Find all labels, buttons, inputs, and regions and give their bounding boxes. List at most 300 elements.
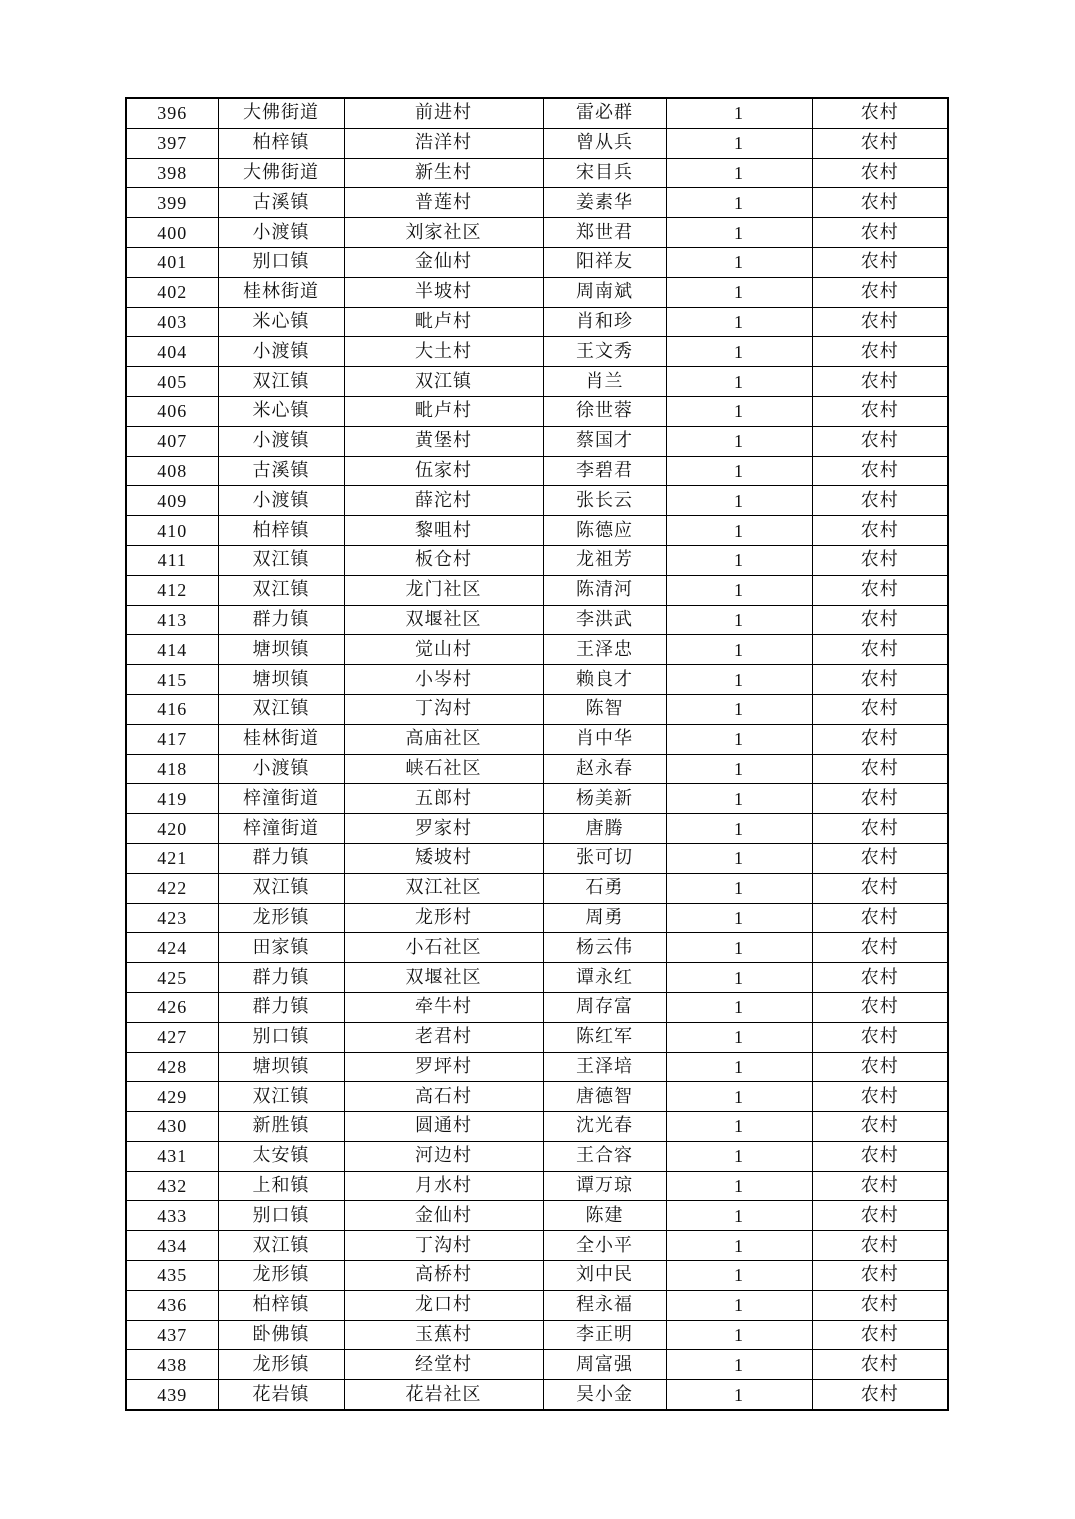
cell-person-name: 肖兰	[543, 367, 666, 397]
table-row	[126, 1052, 948, 1082]
roster-body	[126, 98, 948, 1410]
cell-category: 农村	[812, 396, 948, 426]
cell-row-number: 433	[126, 1201, 218, 1231]
cell-village: 峡石社区	[344, 754, 543, 784]
cell-category: 农村	[812, 873, 948, 903]
cell-town: 柏梓镇	[218, 516, 344, 546]
cell-count: 1	[666, 843, 812, 873]
table-row	[126, 665, 948, 695]
cell-person-name: 全小平	[543, 1231, 666, 1261]
table-row	[126, 694, 948, 724]
cell-row-number: 414	[126, 635, 218, 665]
cell-village: 毗卢村	[344, 396, 543, 426]
cell-town: 双江镇	[218, 873, 344, 903]
cell-person-name: 赵永春	[543, 754, 666, 784]
cell-count: 1	[666, 516, 812, 546]
cell-town: 双江镇	[218, 367, 344, 397]
cell-town: 卧佛镇	[218, 1320, 344, 1350]
cell-count: 1	[666, 605, 812, 635]
cell-row-number: 402	[126, 277, 218, 307]
cell-person-name: 周富强	[543, 1350, 666, 1380]
cell-category: 农村	[812, 1380, 948, 1410]
cell-category: 农村	[812, 575, 948, 605]
cell-row-number: 405	[126, 367, 218, 397]
table-row	[126, 98, 948, 128]
cell-town: 群力镇	[218, 992, 344, 1022]
cell-town: 田家镇	[218, 933, 344, 963]
cell-person-name: 石勇	[543, 873, 666, 903]
cell-row-number: 412	[126, 575, 218, 605]
cell-person-name: 蔡国才	[543, 426, 666, 456]
cell-count: 1	[666, 575, 812, 605]
cell-town: 小渡镇	[218, 218, 344, 248]
cell-village: 月水村	[344, 1171, 543, 1201]
cell-town: 花岩镇	[218, 1380, 344, 1410]
table-row	[126, 486, 948, 516]
table-row	[126, 1350, 948, 1380]
cell-town: 小渡镇	[218, 337, 344, 367]
cell-category: 农村	[812, 694, 948, 724]
cell-village: 毗卢村	[344, 307, 543, 337]
cell-count: 1	[666, 1231, 812, 1261]
cell-town: 龙形镇	[218, 903, 344, 933]
cell-person-name: 陈红军	[543, 1022, 666, 1052]
cell-town: 大佛街道	[218, 158, 344, 188]
cell-category: 农村	[812, 1141, 948, 1171]
cell-count: 1	[666, 396, 812, 426]
table-row	[126, 724, 948, 754]
cell-village: 罗坪村	[344, 1052, 543, 1082]
table-row	[126, 903, 948, 933]
cell-village: 高桥村	[344, 1261, 543, 1291]
cell-town: 双江镇	[218, 575, 344, 605]
cell-category: 农村	[812, 992, 948, 1022]
cell-count: 1	[666, 1350, 812, 1380]
cell-person-name: 龙祖芳	[543, 545, 666, 575]
cell-town: 龙形镇	[218, 1261, 344, 1291]
cell-count: 1	[666, 724, 812, 754]
cell-person-name: 阳祥友	[543, 247, 666, 277]
cell-person-name: 周南斌	[543, 277, 666, 307]
cell-person-name: 王文秀	[543, 337, 666, 367]
cell-town: 塘坝镇	[218, 665, 344, 695]
cell-person-name: 王合容	[543, 1141, 666, 1171]
cell-count: 1	[666, 873, 812, 903]
cell-category: 农村	[812, 605, 948, 635]
cell-category: 农村	[812, 1231, 948, 1261]
cell-town: 柏梓镇	[218, 128, 344, 158]
cell-person-name: 周存富	[543, 992, 666, 1022]
cell-category: 农村	[812, 1201, 948, 1231]
cell-person-name: 谭万琼	[543, 1171, 666, 1201]
cell-person-name: 徐世蓉	[543, 396, 666, 426]
cell-town: 群力镇	[218, 605, 344, 635]
cell-category: 农村	[812, 307, 948, 337]
cell-category: 农村	[812, 188, 948, 218]
cell-row-number: 416	[126, 694, 218, 724]
cell-person-name: 肖中华	[543, 724, 666, 754]
cell-town: 桂林街道	[218, 277, 344, 307]
cell-person-name: 雷必群	[543, 98, 666, 128]
cell-row-number: 422	[126, 873, 218, 903]
table-row	[126, 933, 948, 963]
cell-person-name: 唐德智	[543, 1082, 666, 1112]
cell-row-number: 404	[126, 337, 218, 367]
cell-category: 农村	[812, 724, 948, 754]
cell-town: 上和镇	[218, 1171, 344, 1201]
cell-village: 罗家村	[344, 814, 543, 844]
cell-village: 高庙社区	[344, 724, 543, 754]
cell-person-name: 陈清河	[543, 575, 666, 605]
cell-village: 黎咀村	[344, 516, 543, 546]
cell-category: 农村	[812, 337, 948, 367]
cell-category: 农村	[812, 1261, 948, 1291]
cell-person-name: 赖良才	[543, 665, 666, 695]
cell-person-name: 陈智	[543, 694, 666, 724]
cell-category: 农村	[812, 456, 948, 486]
cell-category: 农村	[812, 784, 948, 814]
cell-person-name: 王泽培	[543, 1052, 666, 1082]
cell-row-number: 435	[126, 1261, 218, 1291]
cell-count: 1	[666, 128, 812, 158]
table-row	[126, 635, 948, 665]
cell-village: 双江镇	[344, 367, 543, 397]
table-row	[126, 396, 948, 426]
cell-row-number: 417	[126, 724, 218, 754]
cell-row-number: 418	[126, 754, 218, 784]
cell-row-number: 423	[126, 903, 218, 933]
cell-category: 农村	[812, 1022, 948, 1052]
cell-row-number: 397	[126, 128, 218, 158]
cell-count: 1	[666, 992, 812, 1022]
table-row	[126, 1022, 948, 1052]
table-row	[126, 128, 948, 158]
cell-category: 农村	[812, 545, 948, 575]
cell-count: 1	[666, 1261, 812, 1291]
cell-person-name: 程永福	[543, 1290, 666, 1320]
table-row	[126, 992, 948, 1022]
cell-category: 农村	[812, 516, 948, 546]
cell-village: 半坡村	[344, 277, 543, 307]
table-row	[126, 1141, 948, 1171]
cell-category: 农村	[812, 843, 948, 873]
cell-category: 农村	[812, 426, 948, 456]
cell-count: 1	[666, 754, 812, 784]
cell-count: 1	[666, 1171, 812, 1201]
cell-town: 桂林街道	[218, 724, 344, 754]
cell-row-number: 400	[126, 218, 218, 248]
table-row	[126, 516, 948, 546]
cell-town: 塘坝镇	[218, 1052, 344, 1082]
cell-town: 群力镇	[218, 843, 344, 873]
cell-category: 农村	[812, 1112, 948, 1142]
cell-category: 农村	[812, 218, 948, 248]
cell-count: 1	[666, 1290, 812, 1320]
cell-row-number: 407	[126, 426, 218, 456]
cell-category: 农村	[812, 486, 948, 516]
cell-town: 大佛街道	[218, 98, 344, 128]
cell-row-number: 434	[126, 1231, 218, 1261]
table-row	[126, 814, 948, 844]
cell-row-number: 410	[126, 516, 218, 546]
cell-village: 新生村	[344, 158, 543, 188]
cell-row-number: 411	[126, 545, 218, 575]
table-row	[126, 456, 948, 486]
cell-village: 黄堡村	[344, 426, 543, 456]
cell-count: 1	[666, 1141, 812, 1171]
cell-person-name: 郑世君	[543, 218, 666, 248]
cell-row-number: 426	[126, 992, 218, 1022]
table-row	[126, 784, 948, 814]
cell-village: 圆通村	[344, 1112, 543, 1142]
cell-row-number: 420	[126, 814, 218, 844]
cell-town: 古溪镇	[218, 188, 344, 218]
cell-village: 刘家社区	[344, 218, 543, 248]
cell-town: 柏梓镇	[218, 1290, 344, 1320]
cell-category: 农村	[812, 754, 948, 784]
cell-row-number: 399	[126, 188, 218, 218]
cell-town: 别口镇	[218, 1201, 344, 1231]
cell-town: 小渡镇	[218, 486, 344, 516]
cell-count: 1	[666, 337, 812, 367]
cell-town: 新胜镇	[218, 1112, 344, 1142]
table-row	[126, 218, 948, 248]
table-row	[126, 426, 948, 456]
cell-category: 农村	[812, 277, 948, 307]
cell-village: 金仙村	[344, 1201, 543, 1231]
cell-count: 1	[666, 545, 812, 575]
cell-village: 丁沟村	[344, 694, 543, 724]
cell-person-name: 宋目兵	[543, 158, 666, 188]
cell-town: 双江镇	[218, 545, 344, 575]
cell-village: 觉山村	[344, 635, 543, 665]
cell-town: 梓潼街道	[218, 814, 344, 844]
cell-count: 1	[666, 456, 812, 486]
cell-row-number: 439	[126, 1380, 218, 1410]
cell-row-number: 415	[126, 665, 218, 695]
cell-village: 老君村	[344, 1022, 543, 1052]
cell-category: 农村	[812, 98, 948, 128]
cell-row-number: 431	[126, 1141, 218, 1171]
table-row	[126, 963, 948, 993]
cell-person-name: 杨云伟	[543, 933, 666, 963]
table-row	[126, 1380, 948, 1410]
cell-village: 大土村	[344, 337, 543, 367]
cell-town: 米心镇	[218, 307, 344, 337]
cell-village: 矮坡村	[344, 843, 543, 873]
table-row	[126, 1112, 948, 1142]
cell-row-number: 428	[126, 1052, 218, 1082]
table-row	[126, 1082, 948, 1112]
cell-row-number: 396	[126, 98, 218, 128]
cell-row-number: 403	[126, 307, 218, 337]
cell-count: 1	[666, 1320, 812, 1350]
cell-category: 农村	[812, 158, 948, 188]
cell-count: 1	[666, 933, 812, 963]
cell-person-name: 王泽忠	[543, 635, 666, 665]
table-row	[126, 277, 948, 307]
table-row	[126, 1171, 948, 1201]
cell-village: 双堰社区	[344, 605, 543, 635]
cell-count: 1	[666, 426, 812, 456]
cell-category: 农村	[812, 1171, 948, 1201]
cell-count: 1	[666, 665, 812, 695]
table-row	[126, 188, 948, 218]
cell-row-number: 406	[126, 396, 218, 426]
cell-category: 农村	[812, 933, 948, 963]
cell-village: 龙门社区	[344, 575, 543, 605]
cell-town: 米心镇	[218, 396, 344, 426]
table-row	[126, 1201, 948, 1231]
cell-town: 双江镇	[218, 1082, 344, 1112]
cell-village: 薛沱村	[344, 486, 543, 516]
cell-town: 双江镇	[218, 694, 344, 724]
cell-person-name: 曾从兵	[543, 128, 666, 158]
cell-count: 1	[666, 814, 812, 844]
table-row	[126, 337, 948, 367]
cell-town: 塘坝镇	[218, 635, 344, 665]
cell-category: 农村	[812, 963, 948, 993]
table-row	[126, 247, 948, 277]
cell-category: 农村	[812, 1082, 948, 1112]
cell-village: 河边村	[344, 1141, 543, 1171]
cell-row-number: 438	[126, 1350, 218, 1380]
cell-count: 1	[666, 1022, 812, 1052]
cell-person-name: 陈建	[543, 1201, 666, 1231]
table-row	[126, 1261, 948, 1291]
cell-village: 金仙村	[344, 247, 543, 277]
cell-person-name: 沈光春	[543, 1112, 666, 1142]
cell-row-number: 429	[126, 1082, 218, 1112]
cell-town: 小渡镇	[218, 426, 344, 456]
cell-village: 五郎村	[344, 784, 543, 814]
cell-village: 双江社区	[344, 873, 543, 903]
cell-village: 普莲村	[344, 188, 543, 218]
cell-village: 小岑村	[344, 665, 543, 695]
cell-category: 农村	[812, 1320, 948, 1350]
cell-village: 浩洋村	[344, 128, 543, 158]
cell-row-number: 398	[126, 158, 218, 188]
cell-person-name: 李洪武	[543, 605, 666, 635]
cell-count: 1	[666, 1052, 812, 1082]
cell-person-name: 李碧君	[543, 456, 666, 486]
cell-row-number: 419	[126, 784, 218, 814]
cell-person-name: 陈德应	[543, 516, 666, 546]
cell-category: 农村	[812, 128, 948, 158]
cell-town: 群力镇	[218, 963, 344, 993]
cell-person-name: 李正明	[543, 1320, 666, 1350]
table-row	[126, 1320, 948, 1350]
cell-row-number: 436	[126, 1290, 218, 1320]
table-row	[126, 1231, 948, 1261]
cell-person-name: 姜素华	[543, 188, 666, 218]
cell-category: 农村	[812, 247, 948, 277]
cell-category: 农村	[812, 1290, 948, 1320]
cell-count: 1	[666, 1201, 812, 1231]
cell-person-name: 杨美新	[543, 784, 666, 814]
cell-village: 花岩社区	[344, 1380, 543, 1410]
cell-row-number: 409	[126, 486, 218, 516]
table-row	[126, 367, 948, 397]
cell-row-number: 424	[126, 933, 218, 963]
table-row	[126, 1290, 948, 1320]
cell-count: 1	[666, 784, 812, 814]
cell-count: 1	[666, 307, 812, 337]
cell-person-name: 张长云	[543, 486, 666, 516]
cell-town: 双江镇	[218, 1231, 344, 1261]
roster-table	[125, 97, 949, 1411]
cell-village: 小石社区	[344, 933, 543, 963]
cell-row-number: 432	[126, 1171, 218, 1201]
cell-town: 龙形镇	[218, 1350, 344, 1380]
cell-category: 农村	[812, 1350, 948, 1380]
cell-row-number: 421	[126, 843, 218, 873]
cell-count: 1	[666, 247, 812, 277]
cell-person-name: 肖和珍	[543, 307, 666, 337]
cell-category: 农村	[812, 1052, 948, 1082]
cell-village: 玉蕉村	[344, 1320, 543, 1350]
cell-count: 1	[666, 158, 812, 188]
cell-count: 1	[666, 1112, 812, 1142]
cell-village: 丁沟村	[344, 1231, 543, 1261]
cell-village: 双堰社区	[344, 963, 543, 993]
cell-row-number: 413	[126, 605, 218, 635]
cell-town: 别口镇	[218, 1022, 344, 1052]
cell-village: 前进村	[344, 98, 543, 128]
cell-person-name: 张可切	[543, 843, 666, 873]
table-row	[126, 575, 948, 605]
cell-town: 梓潼街道	[218, 784, 344, 814]
cell-person-name: 唐腾	[543, 814, 666, 844]
cell-village: 龙形村	[344, 903, 543, 933]
cell-town: 别口镇	[218, 247, 344, 277]
cell-count: 1	[666, 963, 812, 993]
table-row	[126, 307, 948, 337]
table-row	[126, 843, 948, 873]
cell-count: 1	[666, 1082, 812, 1112]
table-row	[126, 545, 948, 575]
cell-category: 农村	[812, 367, 948, 397]
cell-row-number: 430	[126, 1112, 218, 1142]
table-row	[126, 158, 948, 188]
cell-person-name: 谭永红	[543, 963, 666, 993]
cell-count: 1	[666, 486, 812, 516]
cell-village: 龙口村	[344, 1290, 543, 1320]
cell-category: 农村	[812, 903, 948, 933]
cell-count: 1	[666, 694, 812, 724]
cell-town: 太安镇	[218, 1141, 344, 1171]
cell-count: 1	[666, 903, 812, 933]
cell-count: 1	[666, 218, 812, 248]
cell-village: 牵牛村	[344, 992, 543, 1022]
cell-count: 1	[666, 188, 812, 218]
cell-town: 古溪镇	[218, 456, 344, 486]
cell-row-number: 427	[126, 1022, 218, 1052]
cell-row-number: 408	[126, 456, 218, 486]
cell-count: 1	[666, 98, 812, 128]
cell-count: 1	[666, 367, 812, 397]
cell-village: 板仓村	[344, 545, 543, 575]
cell-row-number: 425	[126, 963, 218, 993]
cell-person-name: 吴小金	[543, 1380, 666, 1410]
cell-person-name: 周勇	[543, 903, 666, 933]
table-row	[126, 605, 948, 635]
cell-row-number: 437	[126, 1320, 218, 1350]
cell-category: 农村	[812, 635, 948, 665]
cell-count: 1	[666, 277, 812, 307]
cell-town: 小渡镇	[218, 754, 344, 784]
cell-village: 伍家村	[344, 456, 543, 486]
